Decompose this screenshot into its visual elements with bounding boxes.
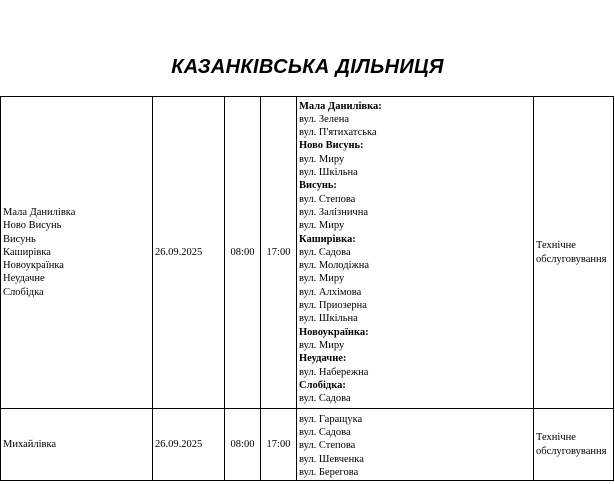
street-item: вул. Степова: [299, 193, 356, 205]
end-time-cell: 17:00: [261, 409, 297, 481]
street-item: вул. Шкільна: [299, 167, 358, 179]
village-name: Висунь: [3, 233, 36, 245]
work-type-cell: [534, 97, 614, 409]
village-name: Новоукраїнка: [3, 260, 64, 272]
street-item: вул. Приозерна: [299, 300, 367, 312]
street-item: вул. Шкільна: [299, 313, 358, 325]
villages-cell: [1, 409, 153, 481]
village-name: Каширівка: [3, 246, 51, 258]
work-type-line: Технічне: [536, 240, 576, 252]
village-name: Ново Висунь: [3, 220, 62, 232]
outage-schedule-table: [0, 96, 614, 481]
work-type-line: обслуговування: [536, 445, 607, 457]
street-item: вул. Шевченка: [299, 453, 364, 465]
village-name: Михайлівка: [3, 438, 57, 450]
street-item: вул. Гаращука: [299, 413, 363, 425]
streets-cell: [297, 97, 534, 409]
street-item: вул. Миру: [299, 220, 345, 232]
street-item: вул. Садова: [299, 427, 351, 439]
table-row: [1, 97, 614, 409]
table-row: [1, 409, 614, 481]
street-item: вул. Залізнична: [299, 206, 368, 218]
street-item: вул. Садова: [299, 246, 351, 258]
streets-cell: [297, 409, 534, 481]
street-item: вул. Садова: [299, 393, 351, 405]
street-item: вул. Молодіжна: [299, 260, 370, 272]
street-group-village: Мала Данилівка:: [299, 100, 382, 112]
street-item: вул. Зелена: [299, 113, 349, 125]
street-group-village: Висунь:: [299, 180, 337, 192]
street-item: вул. Набережна: [299, 366, 369, 378]
street-item: вул. Миру: [299, 273, 345, 285]
work-type-line: Технічне: [536, 432, 576, 444]
street-group-village: Ново Висунь:: [299, 140, 364, 152]
street-item: вул. Берегова: [299, 466, 359, 478]
end-time-cell: 17:00: [261, 97, 297, 409]
street-group-village: Неудачне:: [299, 353, 347, 365]
date-cell: 26.09.2025: [153, 409, 225, 481]
date-cell: 26.09.2025: [153, 97, 225, 409]
villages-cell: [1, 97, 153, 409]
village-name: Слобідка: [3, 286, 44, 298]
street-group-village: Каширівка:: [299, 233, 356, 245]
street-group-village: Слобідка:: [299, 379, 346, 391]
village-name: Неудачне: [3, 273, 45, 285]
work-type-line: обслуговування: [536, 253, 607, 265]
street-item: вул. Степова: [299, 440, 356, 452]
village-name: Мала Данилівка: [3, 206, 76, 218]
work-type-cell: [534, 409, 614, 481]
street-item: вул. Алхімова: [299, 286, 362, 298]
start-time-cell: 08:00: [225, 97, 261, 409]
page-title: КАЗАНКІВСЬКА ДІЛЬНИЦЯ: [171, 56, 444, 78]
street-item: вул. Миру: [299, 153, 345, 165]
start-time-cell: 08:00: [225, 409, 261, 481]
street-item: вул. Миру: [299, 339, 345, 351]
street-item: вул. П'ятихатська: [299, 127, 377, 139]
street-group-village: Новоукраїнка:: [299, 326, 369, 338]
